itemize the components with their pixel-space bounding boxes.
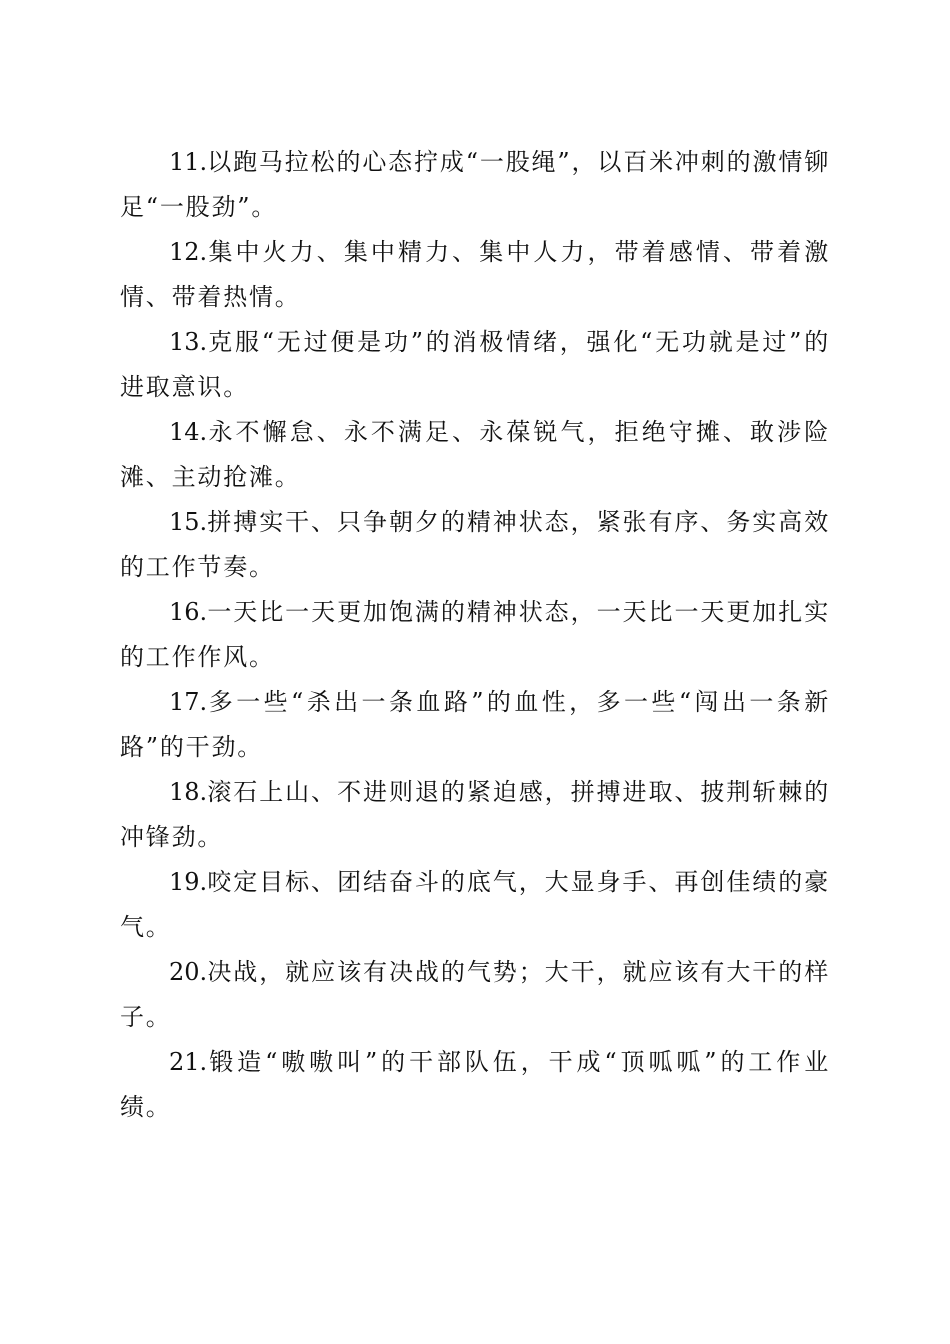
item-text: 决战，就应该有决战的气势；大干，就应该有大干的样子。: [120, 958, 830, 1031]
list-item: [120, 500, 830, 590]
slogan-list: [120, 140, 830, 1130]
list-item: [120, 1040, 830, 1130]
item-text: 一天比一天更加饱满的精神状态，一天比一天更加扎实的工作作风。: [120, 598, 830, 671]
item-text: 多一些“杀出一条血路”的血性，多一些“闯出一条新路”的干劲。: [120, 688, 830, 761]
item-number: 19.: [169, 868, 208, 896]
item-text: 集中火力、集中精力、集中人力，带着感情、带着激情、带着热情。: [120, 238, 830, 311]
item-number: 13.: [169, 328, 208, 356]
list-item: [120, 320, 830, 410]
item-text: 拼搏实干、只争朝夕的精神状态，紧张有序、务实高效的工作节奏。: [120, 508, 830, 581]
item-text: 滚石上山、不进则退的紧迫感，拼搏进取、披荆斩棘的冲锋劲。: [120, 778, 830, 851]
list-item: [120, 590, 830, 680]
item-text: 克服“无过便是功”的消极情绪，强化“无功就是过”的进取意识。: [120, 328, 830, 401]
item-number: 15.: [169, 508, 208, 536]
list-item: [120, 770, 830, 860]
item-number: 21.: [169, 1048, 208, 1076]
list-item: [120, 230, 830, 320]
list-item: [120, 680, 830, 770]
item-text: 永不懈怠、永不满足、永葆锐气，拒绝守摊、敢涉险滩、主动抢滩。: [120, 418, 830, 491]
item-number: 20.: [169, 958, 208, 986]
item-number: 18.: [169, 778, 208, 806]
item-text: 咬定目标、团结奋斗的底气，大显身手、再创佳绩的豪气。: [120, 868, 830, 941]
list-item: [120, 950, 830, 1040]
list-item: [120, 140, 830, 230]
item-number: 12.: [169, 238, 208, 266]
item-number: 17.: [169, 688, 208, 716]
item-number: 14.: [169, 418, 208, 446]
item-text: 锻造“嗷嗷叫”的干部队伍，干成“顶呱呱”的工作业绩。: [120, 1048, 830, 1121]
list-item: [120, 410, 830, 500]
item-number: 16.: [169, 598, 208, 626]
list-item: [120, 860, 830, 950]
item-number: 11.: [169, 148, 208, 176]
item-text: 以跑马拉松的心态拧成“一股绳”，以百米冲刺的激情铆足“一股劲”。: [120, 148, 830, 221]
